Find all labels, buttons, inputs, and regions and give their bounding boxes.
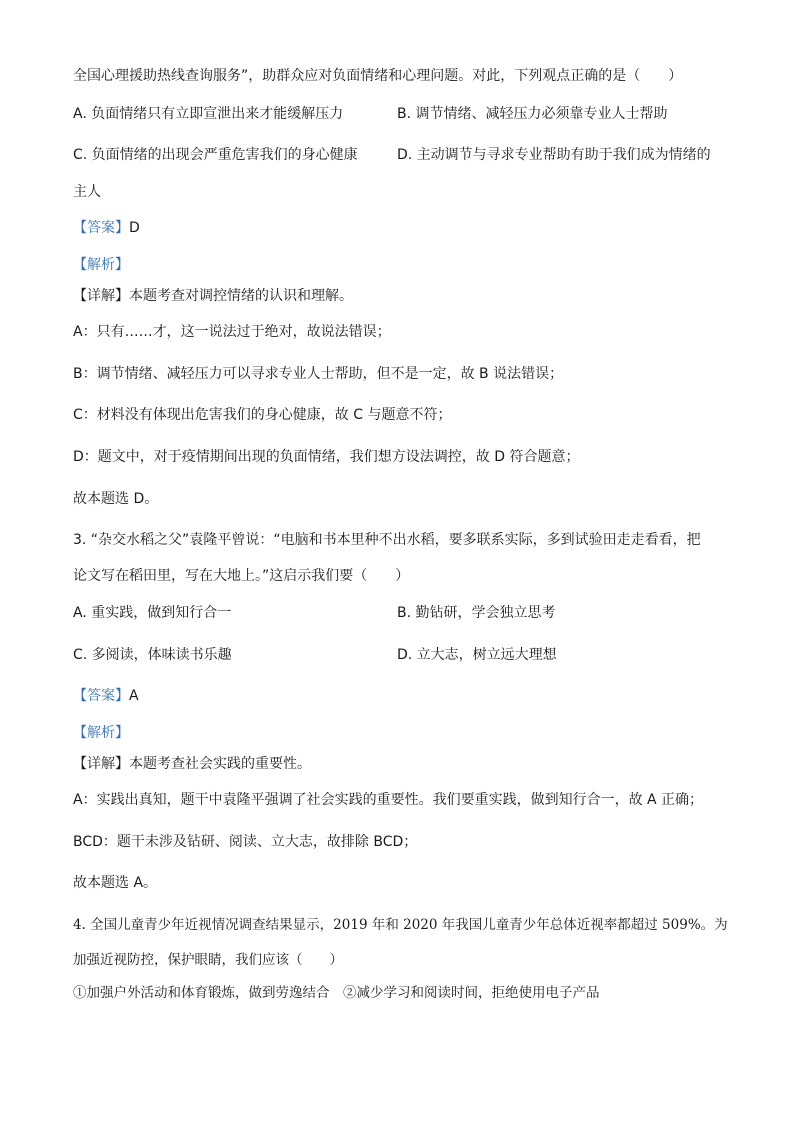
q2-option-a: A. 负面情绪只有立即宣泄出来才能缓解压力 bbox=[73, 106, 344, 122]
q3-option-a: A. 重实践，做到知行合一 bbox=[73, 605, 232, 621]
answer-tag: 【答案】 bbox=[73, 220, 129, 236]
q3-answer bbox=[73, 686, 139, 706]
q2-explain-c: C：材料没有体现出危害我们的身心健康，故 C 与题意不符； bbox=[73, 407, 452, 423]
answer-value: A bbox=[129, 688, 139, 704]
q3-explain-a: A：实践出真知，题干中袁隆平强调了社会实践的重要性。我们要重实践，做到知行合一，故 A 正确； bbox=[73, 792, 704, 808]
q2-answer bbox=[73, 218, 140, 238]
q2-option-d: D. 主动调节与寻求专业帮助有助于我们成为情绪的 bbox=[397, 147, 711, 163]
answer-value: D bbox=[129, 220, 140, 236]
answer-tag: 【答案】 bbox=[73, 688, 129, 704]
q2-option-c: C. 负面情绪的出现会严重危害我们的身心健康 bbox=[73, 147, 358, 163]
q3-explain-bcd: BCD：题干未涉及钻研、阅读、立大志，故排除 BCD； bbox=[73, 834, 418, 850]
detail-text: 本题考查社会实践的重要性。 bbox=[129, 756, 311, 772]
q2-option-b: B. 调节情绪、减轻压力必须靠专业人士帮助 bbox=[397, 106, 668, 122]
q3-stem-line2: 论文写在稻田里，写在大地上。”这启示我们要（ ） bbox=[73, 568, 410, 584]
q3-analysis-tag bbox=[73, 723, 129, 743]
q2-explain-d: D：题文中，对于疫情期间出现的负面情绪，我们想方设法调控，故 D 符合题意； bbox=[73, 449, 580, 465]
q2-analysis-tag bbox=[73, 255, 129, 275]
q3-option-c: C. 多阅读，体味读书乐趣 bbox=[73, 647, 232, 663]
q3-conclusion: 故本题选 A。 bbox=[73, 875, 158, 891]
q3-stem-line1: 3. “杂交水稻之父”袁隆平曾说：“电脑和书本里种不出水稻，要多联系实际，多到试验田走走看看，把 bbox=[73, 532, 701, 548]
detail-tag: 【详解】 bbox=[73, 756, 129, 772]
q4-stem-line2: 加强近视防控，保护眼睛，我们应该（ ） bbox=[73, 952, 343, 968]
analysis-tag: 【解析】 bbox=[73, 257, 129, 273]
q2-explain-a: A：只有……才，这一说法过于绝对，故说法错误； bbox=[73, 324, 391, 340]
q4-stem-line1: 4. 全国儿童青少年近视情况调查结果显示，2019 年和 2020 年我国儿童青少年总体近视率都超过 509%。为 bbox=[73, 917, 728, 933]
q4-items-line: ①加强户外活动和体育锻炼，做到劳逸结合 ②减少学习和阅读时间，拒绝使用电子产品 bbox=[73, 985, 600, 1001]
q2-conclusion: 故本题选 D。 bbox=[73, 491, 159, 507]
q2-explain-b: B：调节情绪、减轻压力可以寻求专业人士帮助，但不是一定，故 B 说法错误； bbox=[73, 366, 564, 382]
q3-option-b: B. 勤钻研，学会独立思考 bbox=[397, 605, 556, 621]
q2-option-d-continued: 主人 bbox=[73, 184, 101, 200]
q2-stem-tail: 全国心理援助热线查询服务”，助群众应对负面情绪和心理问题。对此，下列观点正确的是（ ） bbox=[73, 68, 683, 84]
detail-text: 本题考查对调控情绪的认识和理解。 bbox=[129, 288, 353, 304]
detail-tag: 【详解】 bbox=[73, 288, 129, 304]
analysis-tag: 【解析】 bbox=[73, 725, 129, 741]
q3-detail bbox=[73, 754, 311, 774]
q2-detail bbox=[73, 286, 353, 306]
q3-option-d: D. 立大志，树立远大理想 bbox=[397, 647, 557, 663]
